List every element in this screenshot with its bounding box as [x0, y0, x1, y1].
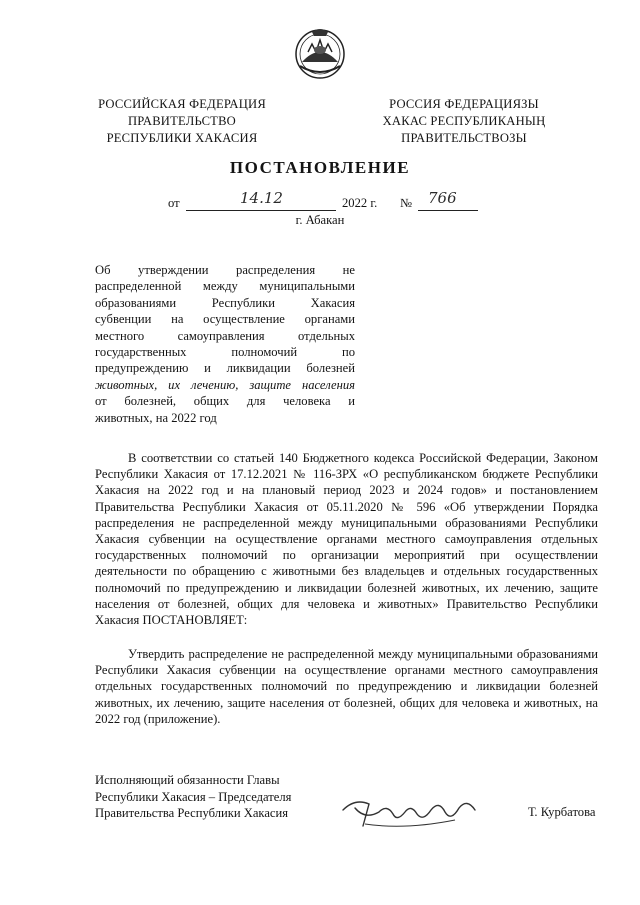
signatory-line: Исполняющий обязанности Главы — [95, 773, 280, 787]
subject-line: Об утверждении распределения не — [95, 263, 355, 277]
city: г. Абакан — [295, 213, 345, 227]
subject-line: предупреждению и ликвидации болезней — [95, 361, 355, 376]
header-left — [82, 96, 282, 147]
number-sign: № — [400, 196, 413, 210]
date-year: 2022 г. — [342, 196, 378, 210]
signatory-line: Правительства Республики Хакасия — [95, 806, 289, 820]
subject-block — [95, 262, 355, 426]
header-left-line: РОССИЙСКАЯ ФЕДЕРАЦИЯ — [98, 97, 266, 111]
signatory-line: Республики Хакасия – Председателя — [95, 789, 292, 804]
signatory-name: Т. Курбатова — [528, 805, 596, 819]
date-handwritten: 14.12 — [240, 189, 283, 207]
subject-line: от болезней, общих для человека и — [95, 394, 355, 409]
handwritten-signature — [335, 790, 485, 834]
coat-of-arms-emblem — [290, 22, 350, 82]
signatory-position — [95, 772, 291, 822]
header-left-line: РЕСПУБЛИКИ ХАКАСИЯ — [106, 131, 258, 145]
number-handwritten: 766 — [428, 189, 457, 207]
header-right-line: РОССИЯ ФЕДЕРАЦИЯЗЫ — [389, 97, 539, 111]
body-paragraph-2: Утвердить распределение не распределенной между муниципальными образованиями Республики Хакасия субвенции на осуществление органами местного самоуправления отдельных государственных полномочий по предупреждению и ликвидации болезней животных, их лечению, защите населения от болезней, общих для человека и животных, на 2022 год (приложение). — [95, 647, 598, 726]
subject-line: распределенной между муниципальными — [95, 279, 355, 294]
header-right — [362, 96, 566, 147]
subject-line: государственных полномочий по — [95, 345, 355, 360]
subject-line: местного самоуправления отдельных — [95, 328, 355, 343]
header-left-line: ПРАВИТЕЛЬСТВО — [128, 114, 236, 128]
subject-line: животных, на 2022 год — [95, 410, 217, 425]
subject-line: образованиями Республики Хакасия — [95, 295, 355, 310]
subject-line: субвенции на осуществление органами — [95, 312, 355, 327]
header-right-line: ПРАВИТЕЛЬСТВОЗЫ — [401, 131, 527, 145]
header-right-line: ХАКАС РЕСПУБЛИКАНЫҢ — [382, 114, 546, 128]
date-prefix: от — [168, 196, 180, 210]
document-title: ПОСТАНОВЛЕНИЕ — [229, 158, 411, 177]
subject-line: животных, их лечению, защите населения — [95, 377, 355, 392]
body-paragraph-1: В соответствии со статьей 140 Бюджетного кодекса Российской Федерации, Законом Республики Хакасия от 17.12.2021 № 116-ЗРХ «О республиканском бюджете Республики Хакасия на 2022 год и на плановый период 2023 и 2024 годов» и постановлением Правительства Республики Хакасия от 05.11.2020 № 596 «Об утверждении Порядка распределения не распределенной между муниципальными образованиями Республики Хакасия субвенции на осуществление органами местного самоуправления отдельных государственных полномочий по организации мероприятий при осуществлении деятельности по обращению с животными без владельцев и отдельных государственных полномочий по предупреждению и ликвидации болезней животных, их лечению, защите населения от болезней, общих для человека и животных» Правительство Республики Хакасия ПОСТАНОВЛЯЕТ: — [95, 451, 598, 628]
